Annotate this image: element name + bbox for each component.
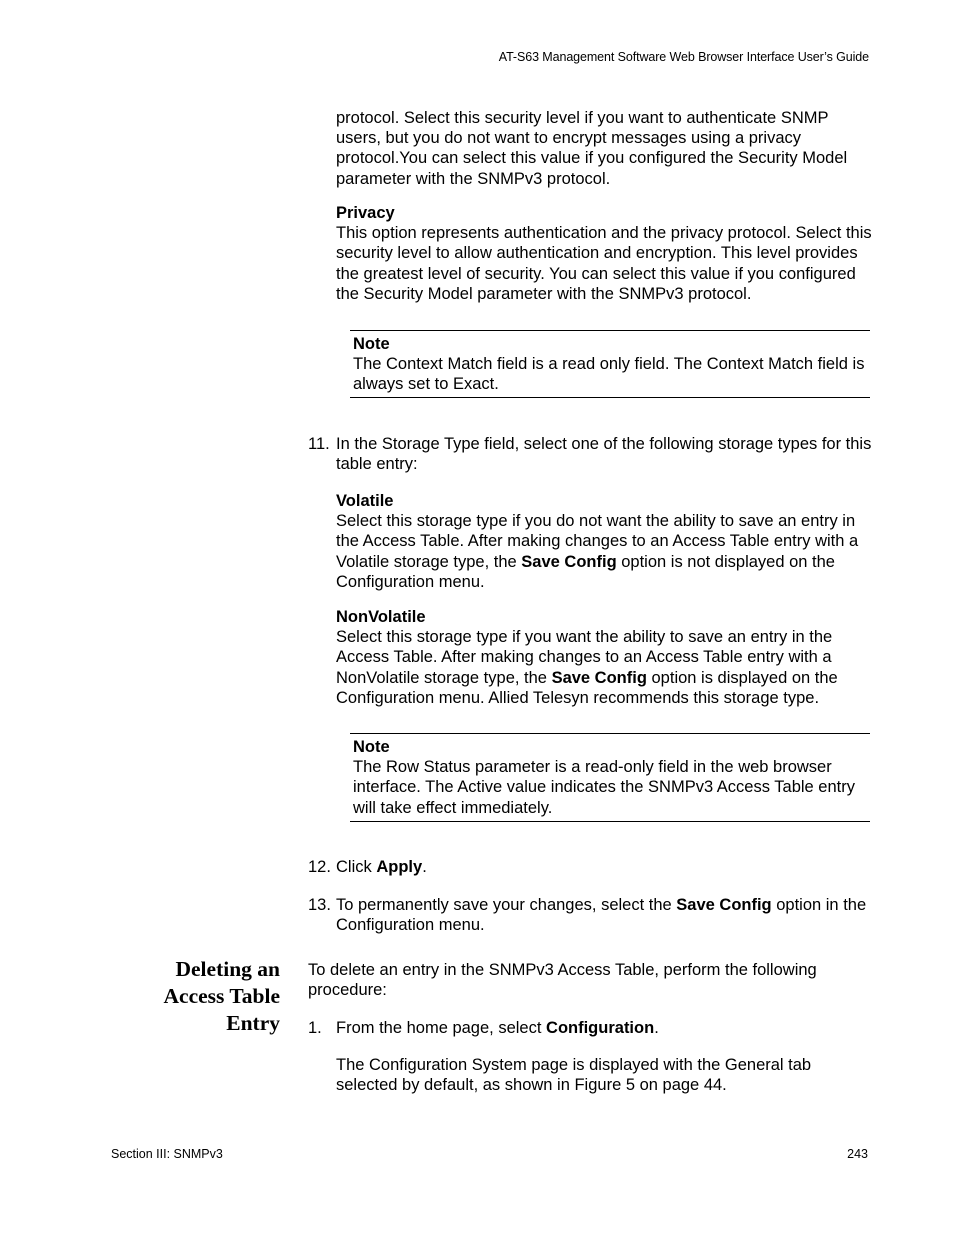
section-intro: To delete an entry in the SNMPv3 Access Table, perform the following procedure: (308, 961, 817, 1000)
step-number: 1. (308, 1019, 322, 1037)
nonvolatile-option (336, 607, 876, 708)
running-header: AT-S63 Management Software Web Browser Interface User’s Guide (498, 50, 869, 64)
note-context-match (350, 330, 870, 398)
privacy-description: This option represents authentication and the privacy protocol. Select this security level to allow authentication and encryption. This level provides the greatest level of security. You can select this value if you configured the Security Model parameter with the SNMPv3 protocol. (336, 224, 872, 303)
section-heading (110, 956, 280, 1037)
step-13-save-config: Save Config (676, 896, 772, 914)
step-13-text-pre: To permanently save your changes, select the (336, 896, 677, 914)
intro-paragraph: protocol. Select this security level if you want to authenticate SNMP users, but you do not want to encrypt messages using a privacy protocol.You can select this value if you configured the Security Model parameter with the SNMPv3 protocol. (336, 109, 848, 188)
nonvolatile-term: NonVolatile (336, 608, 426, 626)
step-11-text: In the Storage Type field, select one of the following storage types for this table entry: (336, 435, 872, 474)
note-title: Note (353, 738, 390, 756)
volatile-text-post: option is not displayed on the Configuration menu. (336, 552, 835, 591)
privacy-term: Privacy (336, 204, 395, 222)
note-text: The Row Status parameter is a read-only field in the web browser interface. The Active value indicates the SNMPv3 Access Table entry will take effect immediately. (353, 758, 855, 817)
section-heading-line: Deleting an (175, 957, 280, 981)
section-heading-line: Access Table (163, 984, 280, 1008)
step-12-text (336, 857, 876, 877)
volatile-description (336, 511, 876, 592)
step-1-text-pre: From the home page, select (336, 1019, 547, 1037)
step-1-text-post: . (654, 1019, 659, 1037)
note-row-status (350, 733, 870, 822)
step-number: 13. (308, 896, 331, 914)
volatile-save-config: Save Config (521, 552, 617, 571)
step-number: 12. (308, 858, 331, 876)
page-number: 243 (847, 1147, 868, 1161)
step-12-apply: Apply (376, 858, 423, 876)
step-13-text (336, 895, 876, 935)
step-number: 11. (308, 435, 330, 453)
nonvolatile-save-config: Save Config (551, 668, 647, 687)
nonvolatile-text-post: option is displayed on the Configuration menu. Allied Telesyn recommends this storage type. (336, 668, 838, 707)
note-text: The Context Match field is a read only field. The Context Match field is always set to Exact. (353, 355, 865, 394)
step-1-configuration: Configuration (546, 1019, 655, 1037)
step-12-text-pre: Click (336, 858, 377, 876)
section-heading-line: Entry (226, 1011, 280, 1035)
step-1-followup: The Configuration System page is displayed with the General tab selected by default, as shown in Figure 5 on page 44. (336, 1056, 812, 1095)
privacy-option (336, 203, 876, 304)
volatile-option (336, 491, 876, 592)
step-12-text-post: . (422, 858, 427, 876)
step-1-text (336, 1018, 876, 1038)
volatile-term: Volatile (336, 492, 394, 510)
nonvolatile-text-pre: Select this storage type if you want the ability to save an entry in the Access Table. After making changes to an Access Table entry with a NonVolatile storage type, the (336, 628, 833, 687)
nonvolatile-description (336, 627, 876, 708)
footer-section: Section III: SNMPv3 (111, 1147, 223, 1161)
volatile-text-pre: Select this storage type if you do not want the ability to save an entry in the Access Table. After making changes to an Access Table entry with a Volatile storage type, the (336, 512, 859, 571)
step-13-text-post: option in the Configuration menu. (336, 896, 867, 935)
note-title: Note (353, 335, 390, 353)
